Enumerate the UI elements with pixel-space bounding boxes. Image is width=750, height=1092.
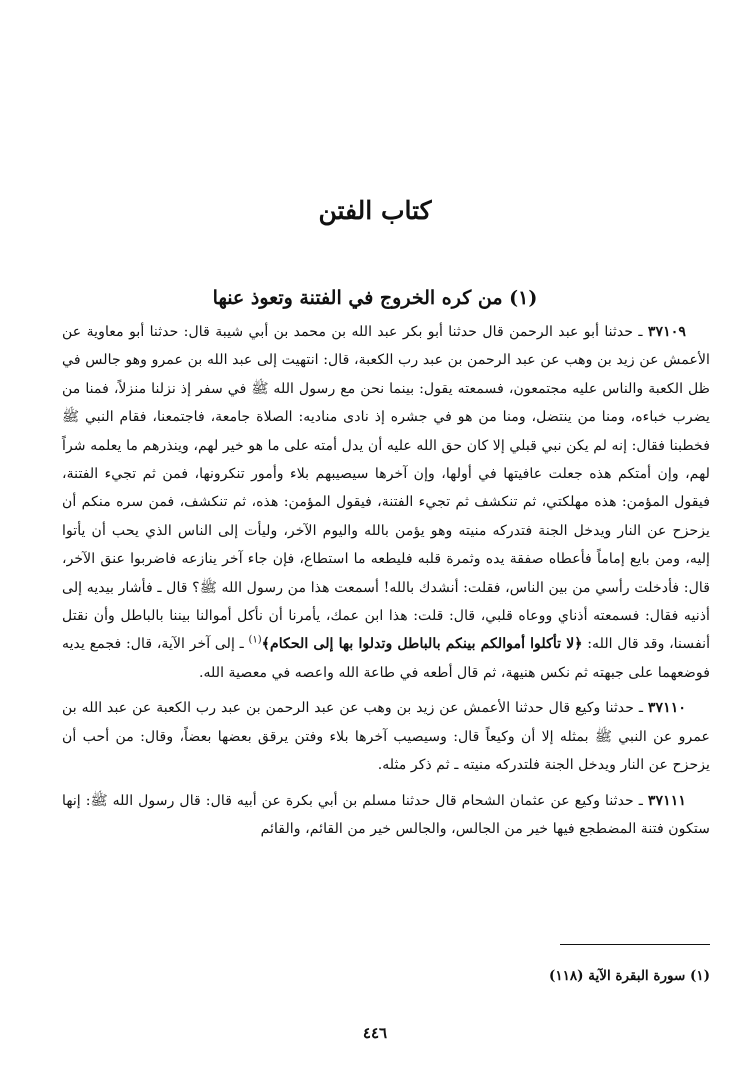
footnote-marker: (١) xyxy=(248,634,262,646)
hadith-number: ٣٧١١١ xyxy=(647,792,686,809)
footnote: (١) سورة البقرة الآية (١١٨) xyxy=(549,968,710,984)
hadith-body xyxy=(62,318,710,850)
hadith-paragraph xyxy=(62,694,710,779)
hadith-text: ـ حدثنا وكيع عن عثمان الشحام قال حدثنا مسلم بن أبي بكرة عن أبيه قال: قال رسول الله ﷺ: إنها ستكون فتنة المضطجع فيها خير من الجالس، والجالس خير من القائم، والقائم xyxy=(62,792,710,837)
hadith-text-continued: ـ إلى آخر الآية، قال: فجمع يديه فوضعهما على جبهته ثم نكس هنيهة، ثم قال أطعه في طاعة الله واعصه في معصية الله. xyxy=(62,636,710,681)
hadith-paragraph xyxy=(62,787,710,844)
chapter-title: (١) من كره الخروج في الفتنة وتعوذ عنها xyxy=(212,287,538,309)
book-title: كتاب الفتن xyxy=(318,196,432,225)
hadith-text: ـ حدثنا وكيع قال حدثنا الأعمش عن زيد بن وهب عن عبد الرحمن بن عبد رب الكعبة عن عبد الله بن عمرو عن النبي ﷺ بمثله إلا أن وكيعاً قال: وسيصيب آخرها بلاء وفتن يرقق بعضها بعضاً، وقال: من أحب أن يزحزح عن النار ويدخل الجنة فلتدركه منيته ـ ثم ذكر مثله. xyxy=(62,700,710,774)
hadith-text: ـ حدثنا أبو عبد الرحمن قال حدثنا أبو بكر عبد الله بن محمد بن أبي شيبة قال: حدثنا أبو معاوية عن الأعمش عن زيد بن وهب عن عبد الرحمن بن عبد رب الكعبة، قال: انتهيت إلى عبد الله بن عمرو وهو جالس في ظل الكعبة والناس عليه مجتمعون، فسمعته يقول: بينما نحن مع رسول الله ﷺ في سفر إذ نزلنا منزلاً، فمنا من يضرب خباءه، ومنا من ينتضل، ومنا من هو في جشره إذ نادى مناديه: الصلاة جامعة، فاجتمعنا، فقام النبي ﷺ فخطبنا فقال: إنه لم يكن نبي قبلي إلا كان حق الله عليه أن يدل أمته على ما هو خير لهم، وينذرهم ما يعلمه شراً لهم، وإن أمتكم هذه جعلت عافيتها في أولها، وإن آخرها سيصيبهم بلاء وأمور تنكرونها، فمن ثم تجيء الفتنة، فيقول المؤمن: هذه مهلكتي، ثم تنكشف ثم تجيء الفتنة، فيقول المؤمن: هذه، ثم تنكشف، فمن سره منكم أن يزحزح عن النار ويدخل الجنة فتدركه منيته وهو يؤمن بالله واليوم الآخر، وليأت إلى الناس الذي يحب أن يأتوا إليه، ومن بايع إماماً فأعطاه صفقة يده وثمرة قلبه فليطعه ما استطاع، فإن جاء آخر ينازعه فاضربوا عنق الآخر، قال: فأدخلت رأسي من بين الناس، فقلت: أنشدك بالله! أسمعت هذا من رسول الله ﷺ؟ قال ـ فأشار بيديه إلى أذنيه فقال: فسمعته أذناي ووعاه قلبي، قال: قلت: هذا ابن عمك، يأمرنا أن نأكل أموالنا بيننا بالباطل وأن نقتل أنفسنا، وقد قال الله: xyxy=(62,324,711,653)
footnote-divider xyxy=(560,944,710,945)
hadith-number: ٣٧١١٠ xyxy=(647,700,686,717)
hadith-paragraph xyxy=(62,318,710,687)
page-number: ٤٤٦ xyxy=(362,1024,388,1042)
hadith-number: ٣٧١٠٩ xyxy=(647,324,686,340)
quran-verse: ﴿لا تأكلوا أموالكم بينكم بالباطل وتدلوا بها إلى الحكام﴾ xyxy=(261,636,583,653)
